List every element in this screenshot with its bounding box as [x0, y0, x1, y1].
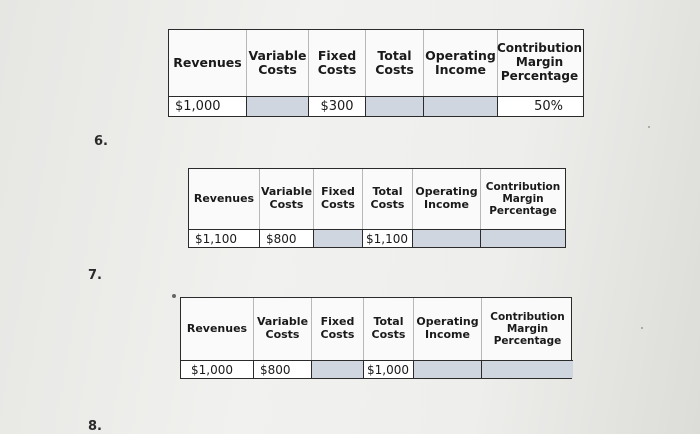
cell-revenues[interactable]: $1,000 [181, 361, 253, 378]
header-revenues: Revenues [186, 321, 248, 335]
cell-variable-costs[interactable]: $800 [259, 230, 313, 247]
cell-contribution-margin-percentage[interactable] [480, 230, 565, 247]
cell-variable-costs[interactable] [246, 97, 308, 116]
cell-operating-income[interactable] [412, 230, 480, 247]
header-variable-costs: Variable Costs [246, 30, 308, 96]
cell-operating-income[interactable] [423, 97, 497, 116]
cell-variable-costs[interactable]: $800 [253, 361, 311, 378]
cell-fixed-costs[interactable]: $300 [308, 97, 365, 116]
header-fixed-costs: Fixed Costs [311, 298, 363, 360]
cell-revenues[interactable]: $1,000 [169, 97, 246, 116]
header-contribution-margin-percentage: Contribution Margin Percentage [497, 30, 581, 96]
header-total-costs: Total Costs [362, 169, 412, 229]
header-total-costs: Total Costs [363, 298, 413, 360]
header-operating-income: Operating Income [423, 30, 497, 96]
cell-total-costs[interactable]: $1,100 [362, 230, 412, 247]
header-fixed-costs: Fixed Costs [308, 30, 365, 96]
header-contribution-margin-percentage: Contribution Margin Percentage [481, 298, 573, 360]
header-contribution-margin-percentage: Contribution Margin Percentage [480, 169, 565, 229]
cell-fixed-costs[interactable] [311, 361, 363, 378]
cell-operating-income[interactable] [413, 361, 481, 378]
header-variable-costs: Variable Costs [253, 298, 311, 360]
cell-contribution-margin-percentage[interactable]: 50% [497, 97, 581, 116]
header-revenues: Revenues [173, 54, 242, 70]
paper-mark [648, 126, 650, 128]
header-revenues: Revenues [193, 191, 255, 205]
header-variable-costs: Variable Costs [259, 169, 313, 229]
table-question-6 [168, 29, 584, 117]
cell-total-costs[interactable]: $1,000 [363, 361, 413, 378]
paper-mark [641, 327, 643, 329]
header-fixed-costs: Fixed Costs [313, 169, 362, 229]
table-question-8 [180, 297, 572, 379]
paper-mark [172, 294, 176, 298]
question-number-7: 7. [88, 268, 102, 283]
question-number-6: 6. [94, 134, 108, 149]
cell-fixed-costs[interactable] [313, 230, 362, 247]
cell-total-costs[interactable] [365, 97, 423, 116]
question-number-8: 8. [88, 419, 102, 434]
header-operating-income: Operating Income [412, 169, 480, 229]
cell-revenues[interactable]: $1,100 [189, 230, 259, 247]
table-question-7 [188, 168, 566, 248]
cell-contribution-margin-percentage[interactable] [481, 361, 573, 378]
header-operating-income: Operating Income [413, 298, 481, 360]
header-total-costs: Total Costs [365, 30, 423, 96]
